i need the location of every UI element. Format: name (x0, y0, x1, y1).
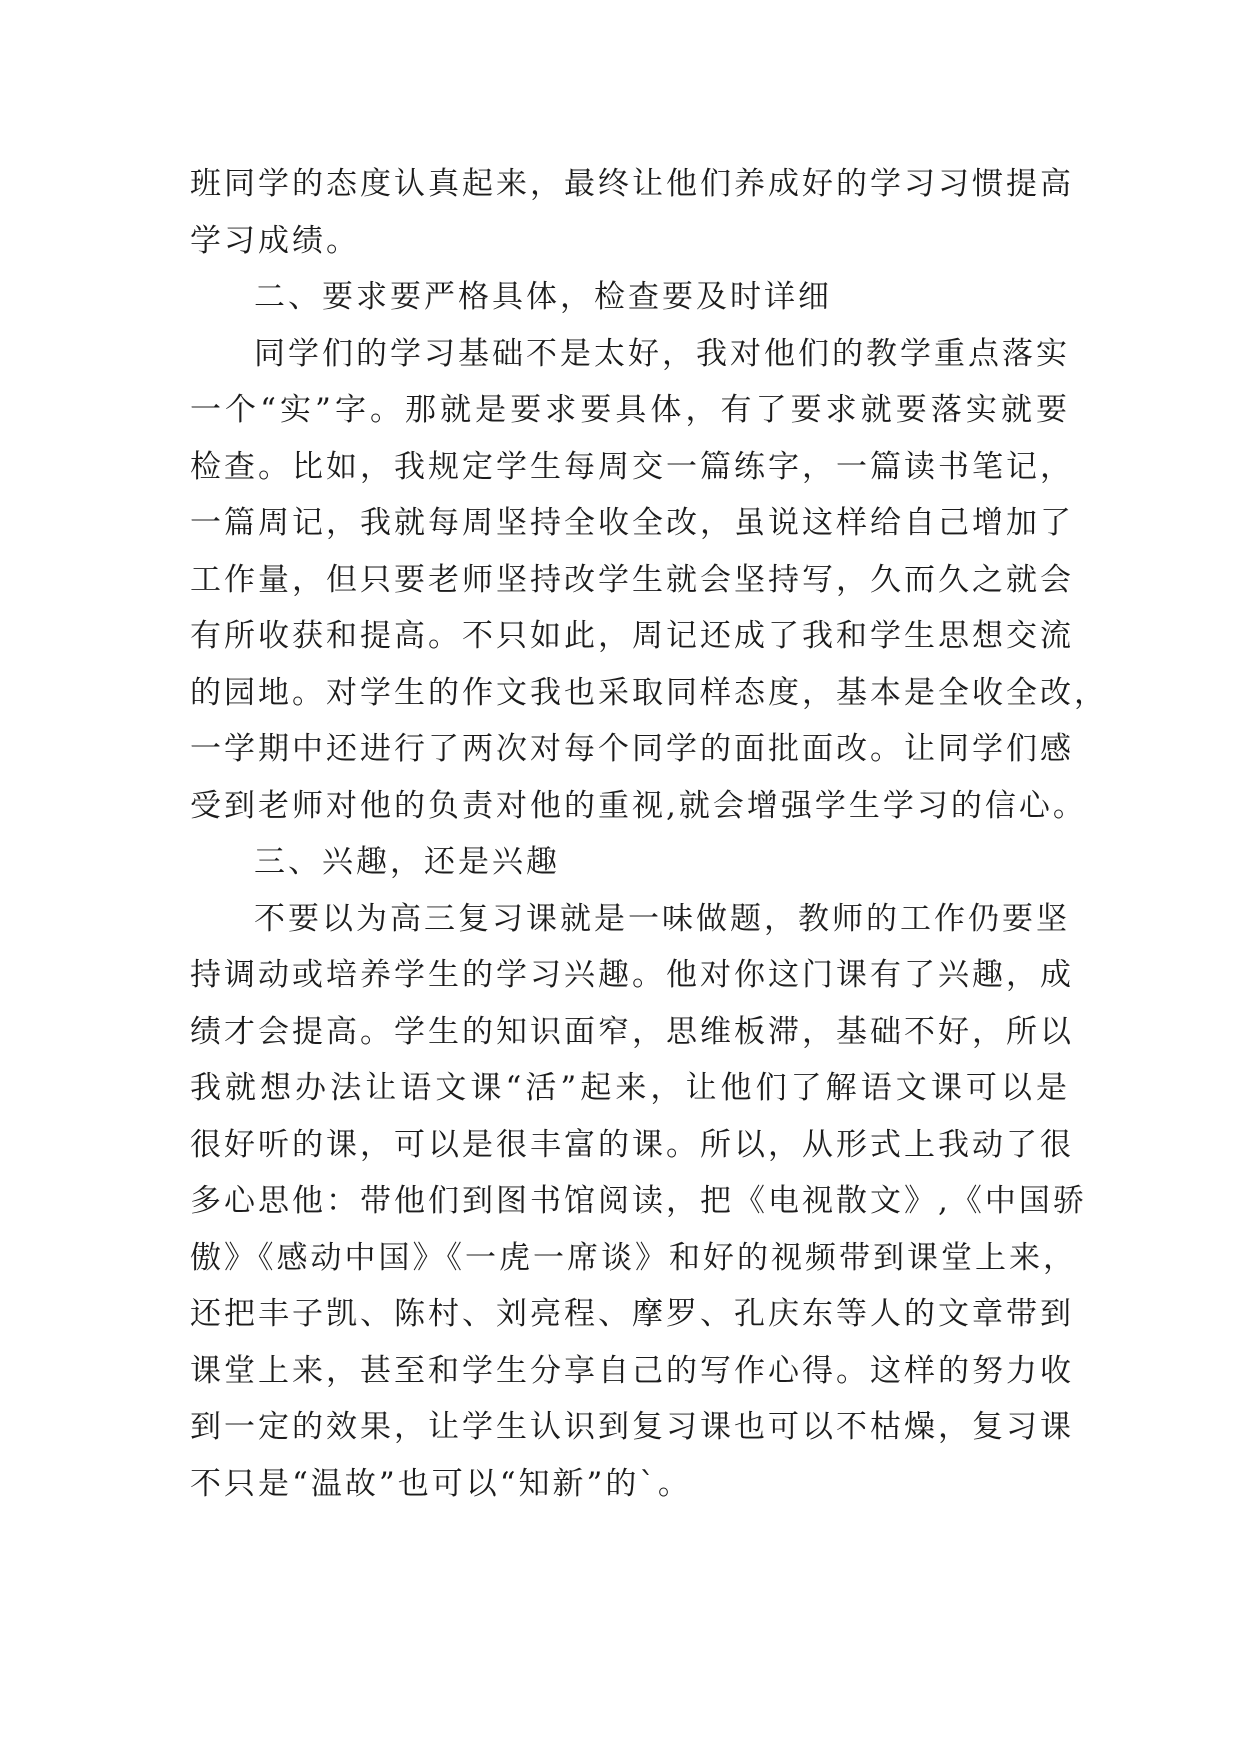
text-line: 工作量，但只要老师坚持改学生就会坚持写，久而久之就会 (190, 561, 1074, 598)
text-line: 同学们的学习基础不是太好，我对他们的教学重点落实 (254, 335, 1070, 372)
text-line: 还把丰子凯、陈村、刘亮程、摩罗、孔庆东等人的文章带到 (190, 1296, 1074, 1332)
text-line: 班同学的态度认真起来，最终让他们养成好的学习习惯提高 (190, 166, 1074, 202)
text-line: 一个“实”字。那就是要求要具体，有了要求就要落实就要 (190, 392, 1070, 428)
text-line: 受到老师对他的负责对他的重视,就会增强学生学习的信心。 (190, 787, 1087, 824)
text-line: 检查。比如，我规定学生每周交一篇练字，一篇读书笔记， (190, 448, 1074, 485)
text-line: 一篇周记，我就每周坚持全收全改，虽说这样给自己增加了 (190, 505, 1074, 541)
text-line: 学习成绩。 (190, 222, 360, 259)
text-line: 一学期中还进行了两次对每个同学的面批面改。让同学们感 (190, 731, 1074, 767)
text-line: 不只是“温故”也可以“知新”的`。 (190, 1465, 692, 1502)
text-line: 到一定的效果，让学生认识到复习课也可以不枯燥，复习课 (190, 1409, 1074, 1445)
text-line: 绩才会提高。学生的知识面窄，思维板滞，基础不好，所以 (190, 1013, 1074, 1050)
text-line: 课堂上来，甚至和学生分享自己的写作心得。这样的努力收 (190, 1352, 1074, 1389)
text-line: 持调动或培养学生的学习兴趣。他对你这门课有了兴趣，成 (190, 957, 1074, 993)
text-line: 多心思他：带他们到图书馆阅读，把《电视散文》,《中国骄 (190, 1183, 1087, 1219)
document-body (190, 156, 1108, 1512)
text-line: 傲》《感动中国》《一虎一席谈》和好的视频带到课堂上来， (190, 1239, 1077, 1276)
text-line: 我就想办法让语文课“活”起来，让他们了解语文课可以是 (190, 1070, 1070, 1106)
text-line: 有所收获和提高。不只如此，周记还成了我和学生思想交流 (190, 618, 1074, 654)
section-heading: 三、兴趣，还是兴趣 (254, 844, 560, 880)
text-line: 不要以为高三复习课就是一味做题，教师的工作仍要坚 (254, 900, 1070, 937)
text-line: 很好听的课，可以是很丰富的课。所以，从形式上我动了很 (190, 1126, 1074, 1163)
section-heading: 二、要求要严格具体，检查要及时详细 (254, 279, 832, 315)
text-line: 的园地。对学生的作文我也采取同样态度，基本是全收全改， (190, 674, 1108, 711)
